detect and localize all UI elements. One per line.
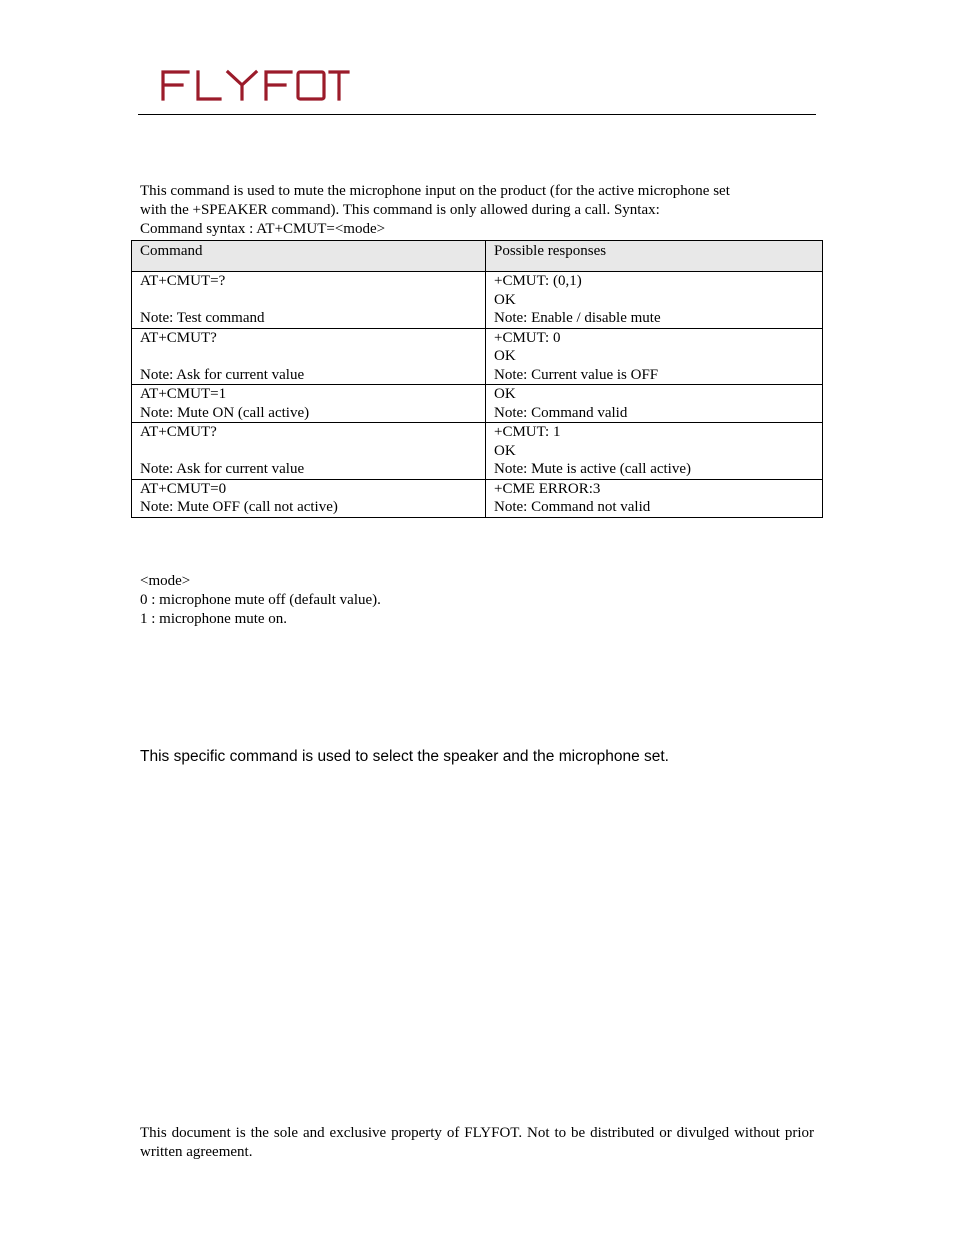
mode-description	[140, 572, 381, 629]
command-cell	[132, 479, 486, 517]
command-line: AT+CMUT=0	[140, 480, 227, 497]
table-row	[132, 479, 823, 517]
response-line: +CMUT: 1	[494, 424, 561, 440]
command-line	[140, 291, 477, 310]
response-cell	[486, 423, 823, 480]
command-line: Note: Ask for current value	[140, 366, 305, 383]
response-cell	[486, 328, 823, 385]
speaker-description: This specific command is used to select the speaker and the microphone set.	[140, 748, 669, 765]
command-syntax: Command syntax : AT+CMUT=<mode>	[140, 221, 386, 237]
response-line: OK	[494, 442, 516, 459]
command-line	[140, 347, 477, 366]
mode-value-1: 1 : microphone mute on.	[140, 611, 288, 627]
response-line: Note: Command valid	[494, 404, 628, 421]
column-header-command: Command	[132, 241, 486, 272]
command-cell	[132, 328, 486, 385]
command-cell	[132, 385, 486, 423]
response-line: Note: Enable / disable mute	[494, 310, 661, 326]
response-line: Note: Mute is active (call active)	[494, 461, 691, 477]
command-line: AT+CMUT?	[140, 329, 217, 346]
intro-line: This command is used to mute the microphone input on the product (for the active microphone set	[140, 183, 730, 199]
response-cell	[486, 479, 823, 517]
intro-paragraph	[140, 182, 820, 239]
mode-value-0: 0 : microphone mute off (default value).	[140, 592, 381, 608]
command-line	[140, 442, 477, 461]
table-row	[132, 328, 823, 385]
column-header-responses: Possible responses	[486, 241, 823, 272]
command-line: Note: Ask for current value	[140, 461, 305, 477]
response-line: OK	[494, 386, 516, 402]
response-line: Note: Command not valid	[494, 499, 651, 515]
table-row	[132, 385, 823, 423]
command-line: Note: Mute OFF (call not active)	[140, 499, 338, 515]
command-line: AT+CMUT=1	[140, 386, 227, 402]
response-line: Note: Current value is OFF	[494, 366, 659, 383]
command-line: AT+CMUT=?	[140, 273, 226, 289]
command-cell	[132, 423, 486, 480]
flyfot-logo	[160, 68, 350, 102]
command-cell	[132, 272, 486, 329]
command-line: Note: Mute ON (call active)	[140, 404, 310, 421]
response-line: +CMUT: 0	[494, 329, 561, 346]
response-line: +CMUT: (0,1)	[494, 273, 582, 289]
response-line: +CME ERROR:3	[494, 480, 601, 497]
command-line: AT+CMUT?	[140, 424, 217, 440]
mode-label: <mode>	[140, 573, 191, 589]
intro-line: with the +SPEAKER command). This command is only allowed during a call. Syntax:	[140, 202, 660, 218]
header-rule	[138, 114, 816, 115]
footer-notice: This document is the sole and exclusive property of FLYFOT. Not to be distributed or divulged without prior written agreement.	[140, 1125, 814, 1160]
response-cell	[486, 272, 823, 329]
response-line: OK	[494, 291, 516, 308]
response-line: OK	[494, 348, 516, 364]
command-table	[131, 240, 823, 518]
command-line: Note: Test command	[140, 310, 265, 326]
table-header-row	[132, 241, 823, 272]
response-cell	[486, 385, 823, 423]
table-row	[132, 272, 823, 329]
table-row	[132, 423, 823, 480]
